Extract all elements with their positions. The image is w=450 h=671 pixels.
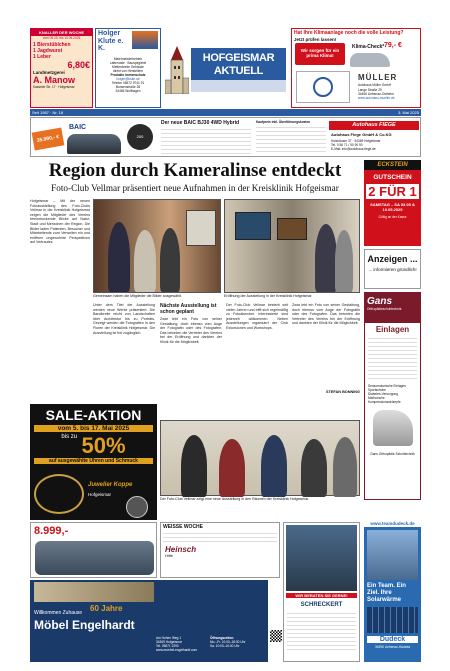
car-ad-circle: 200 xyxy=(127,124,153,150)
furniture-addr-1: Am Hohen Weg 1 xyxy=(156,636,182,640)
furniture-ad[interactable] xyxy=(30,580,268,662)
aircon-ad[interactable] xyxy=(291,28,421,108)
furniture-welcome: Willkommen Zuhause xyxy=(34,610,83,616)
gans-item-2: Sportschuhe xyxy=(368,388,386,392)
watch-image xyxy=(126,496,148,518)
sale-place: Hofgeismar xyxy=(88,492,112,497)
car-ad-image xyxy=(67,134,121,154)
article-col-6: Zwar lebt ein Foto von seiner Gestaltung, doch ebenso vom Auge der Fotografin oder des Fotografen. Das betonten die Vertreter des Vereins bei der Eröffnung und dankten der Klinik für die Möglichkeit. xyxy=(292,303,360,326)
gans-header xyxy=(365,293,420,323)
sale-shop: Juwelier Koppe xyxy=(88,482,133,488)
car-ad-specs xyxy=(256,125,326,155)
aircon-addr-1: Lange Straße 29 xyxy=(358,88,382,92)
dudeck-company: Dudeck xyxy=(367,636,418,643)
car-ad-model: Der neue BAIC BJ30 4WD Hybrid xyxy=(161,120,240,126)
butcher-ad[interactable] xyxy=(30,28,93,108)
anzeigen-sub: ... informieren gründlich! xyxy=(368,267,417,272)
issue-right: 3. Mai 2025 xyxy=(398,110,419,115)
gans-item-3: Diabetes-Versorgung xyxy=(368,392,398,396)
gutschein-brand: ECKSTEIN xyxy=(364,160,421,170)
painter-line-4: direkt von Herstellern xyxy=(112,68,144,73)
gans-sub: Orthopädieschuhtechnik xyxy=(367,307,402,311)
painter-line-7: Telefon 05672 9741 91 xyxy=(111,80,145,85)
article-headline: Region durch Kameralinse entdeckt xyxy=(48,160,342,181)
qr-code[interactable] xyxy=(270,630,282,642)
butcher-ad-shop: Landmetzgerei xyxy=(33,70,65,75)
gans-item-5: Kompressionsstrümpfe xyxy=(368,400,401,404)
aircon-offer: Klima-Check* xyxy=(352,44,385,50)
sale-title: SALE-AKTION xyxy=(45,407,142,423)
car-icon xyxy=(350,53,390,67)
jewelry-image xyxy=(34,474,84,514)
painter-line-6: holger@klute.de xyxy=(116,76,140,81)
aircon-badge: Wir sorgen für ein prima Klima! xyxy=(295,43,345,65)
price-ad-value: 8.999,- xyxy=(34,525,69,537)
masthead-underline xyxy=(191,80,286,92)
car-ad-text xyxy=(161,127,251,155)
price-ad[interactable] xyxy=(30,522,157,578)
issue-bar xyxy=(30,109,421,116)
dealer-logo xyxy=(296,71,350,103)
car-ad-addr-3: E-Mail: info@autohaus-fiege.de xyxy=(331,147,376,151)
car-ad-addr-2: Tel. 0 56 71 / 50 90 90 xyxy=(331,143,363,147)
painter-line-5: Produkte Immenschutz xyxy=(110,72,146,77)
painter-ad-name: Holger Klute e. K. xyxy=(98,30,124,52)
painter-line-1: Malermeisterbetrieb xyxy=(113,56,143,61)
furniture-name: Möbel Engelhardt xyxy=(34,618,135,632)
furniture-room xyxy=(34,582,154,602)
aircon-headline: Hat Ihre Klimaanlage noch die volle Leistung? xyxy=(294,30,404,36)
club-photo-caption: Der Foto-Club Vellmar zeigt eine neue Ausstellung in den Räumen der Kreisklinik Hofgeismar. xyxy=(160,497,310,501)
sofa-image xyxy=(35,541,154,575)
article-col-3: Zwar lebt ein Foto von seiner Gestaltung, doch ebenso vom Auge der Fotografin oder des Fotografen. Das betonten die Vertreter des Vereins bei der Eröffnung und dankten der Klinik für die Möglichkeit. xyxy=(160,317,222,344)
issue-left: Seit 1987 · Nr. 18 xyxy=(32,110,64,115)
sale-line: auf ausgewählte Uhren und Schmuck xyxy=(34,458,153,464)
aircon-price: 79,- € xyxy=(384,42,402,49)
aircon-dealer: MÜLLER xyxy=(358,73,398,82)
sale-prefix: bis zu xyxy=(61,434,78,440)
dudeck-slogan: Ein Team. Ein Ziel. Ihre Solarwärme xyxy=(367,583,406,603)
photo-2-caption: Eröffnung der Ausstellung in der Kreisklinik Hofgeismar. xyxy=(224,294,313,298)
dudeck-addr: 34396 Liebenau-Haueda xyxy=(374,645,411,649)
butcher-ad-price: 6,80€ xyxy=(67,60,90,70)
masthead-title-block xyxy=(163,28,288,108)
butcher-ad-top: KNALLER DER WOCHE xyxy=(31,29,92,36)
gutschein-ad[interactable] xyxy=(364,160,421,246)
club-photo xyxy=(160,420,360,496)
furniture-years: 60 Jahre xyxy=(90,604,123,613)
weisse-text xyxy=(163,531,277,545)
car-ad[interactable] xyxy=(30,117,421,157)
worker-photo xyxy=(286,525,357,591)
dudeck-url: www.teamdudeck.de xyxy=(364,520,421,527)
schreckert-ad[interactable] xyxy=(283,522,360,662)
exhibition-photo-2 xyxy=(224,199,360,293)
article-col-4: Der Foto-Club Vellmar besteht seit vielen Jahren und trifft sich regelmäßig zu Fotoabenden. Interessierte sind jederzeit willkommen. Neben Ausstellungen organisiert der Club Exkursionen und Workshops. xyxy=(226,303,288,330)
gans-item-4: Maßschuhe xyxy=(368,396,385,400)
painter-line-8: Bunsenstraße 28 xyxy=(115,84,141,89)
schreckert-brand: SCHRECKERT xyxy=(300,602,343,608)
painter-line-2: Lattenoste · Bauspeglerei xyxy=(109,60,147,65)
gutschein-dates: SAMSTAG – SA 03.05 & 10.05.2025 xyxy=(370,202,415,212)
gans-brand: Gans xyxy=(367,296,393,307)
butcher-ad-brand: A. Manow xyxy=(33,75,75,85)
car-ad-specs-title: Kaufpreis inkl. Überführungskosten xyxy=(256,120,311,124)
furniture-hours-1: Öffnungszeiten: xyxy=(210,636,235,640)
weisse-brand: Heinsch xyxy=(165,545,197,554)
masthead-title: HOFGEISMAR AKTUELL xyxy=(191,48,286,82)
butcher-ad-item-2: 1 Jagdwurst xyxy=(33,48,63,54)
gans-text xyxy=(368,336,417,382)
article-author: STEFAN BÖNNING xyxy=(326,390,360,394)
aircon-addr-3: www.autohaus-mueller.de xyxy=(358,96,395,100)
schreckert-sub: WIR BERATEN SIE GERNE! xyxy=(286,593,357,598)
weisse-title: WEISSE WOCHE xyxy=(163,524,204,530)
butcher-ad-addr: Kasseler Str. 17 · Hofgeismar xyxy=(33,85,75,89)
aircon-sub: Jetzt prüfen lassen! xyxy=(294,37,337,42)
gutschein-note: Gültig an der Kasse xyxy=(378,215,407,219)
aircon-dealer-sub: Autohaus Müller GmbH xyxy=(358,83,392,87)
article-subheadline: Foto-Club Vellmar präsentiert neue Aufnahmen in der Kreisklinik Hofgeismar xyxy=(51,183,339,193)
town-illustration xyxy=(165,46,189,94)
painter-line-9: 34466 Wolfhagen xyxy=(115,88,141,93)
team-photo xyxy=(367,530,418,580)
butcher-ad-date: vom 05.05. bis 10.05.2025 xyxy=(42,36,81,40)
subhead-next: Nächste Ausstellung ist schon geplant xyxy=(160,303,217,315)
car-ad-dealer-line: Autohaus Fiege GmbH & Co.KG xyxy=(331,132,392,137)
sale-pct: 50% xyxy=(81,433,126,458)
shoe-image xyxy=(373,410,413,446)
painter-line-3: Mettenbrede Gebäude xyxy=(112,64,144,69)
gans-item-1: Sensomotorische Einlagen xyxy=(368,384,406,388)
dudeck-ad[interactable] xyxy=(364,520,421,662)
anzeigen-title: Anzeigen ... xyxy=(367,254,418,264)
exhibition-photo-1 xyxy=(93,199,221,293)
car-ad-badge: 35.990,- € xyxy=(32,128,65,151)
painter-logo xyxy=(132,31,158,49)
car-ad-brand: BAIC xyxy=(69,124,87,131)
sale-dates: vom 5. bis 17. Mai 2025 xyxy=(34,425,153,432)
furniture-addr-2: 34369 Hofgeismar xyxy=(156,640,183,644)
furniture-addr-4: www.moebel-engelhardt.com xyxy=(156,648,198,652)
furniture-hours-2: Mo.–Fr. 10:00–18:30 Uhr xyxy=(210,640,246,644)
anzeigen-ad[interactable] xyxy=(364,249,421,289)
car-ad-dealer: Autohaus FIEGE xyxy=(329,121,419,130)
article-col-1: Hofgeismar – Mit der neuen Fotoausstellung des Foto-Clubs Vellmar in der Kreisklinik Hofgeismar zeigen die Mitglieder des Vereins beeindruckende Blicke auf Natur, Stadt und Menschen der Region. Die Bilder laden Patienten, Besucher und Mitarbeitende zum Verweilen ein und eröffnen ungewohnte Perspektiven auf Vertrautes. xyxy=(30,199,90,245)
butcher-ad-item-3: 1 Leber xyxy=(33,54,51,60)
article-col-2: Unter dem Titel der Ausstellung werden neue Werke präsentiert. Die Bandbreite reicht von Landschaften über Architektur bis zu Porträts. Gezeigt werden die Fotografien in den Fluren der Kreisklinik Hofgeismar. Die Ausstellung ist frei zugänglich. xyxy=(93,303,155,335)
photo-1-caption: Gemeinsam haben die Mitglieder die Bilder ausgewählt. xyxy=(93,294,182,298)
gutschein-title: GUTSCHEIN xyxy=(373,174,412,181)
weisse-woche-ad[interactable] xyxy=(160,522,280,578)
schreckert-text xyxy=(287,611,356,651)
gans-title: Einlagen xyxy=(375,325,410,334)
gans-ad[interactable] xyxy=(364,292,421,500)
car-ad-addr-1: Holzhäuser 37 · 34369 Hofgeismar xyxy=(331,139,381,143)
furniture-hours-3: Sa. 10:00–16:00 Uhr xyxy=(210,644,240,648)
aircon-addr-2: 34466 Liebenau-Ostheim xyxy=(358,92,394,96)
furniture-addr-3: Tel. 05671 2290 xyxy=(156,644,179,648)
gutschein-big: 2 FÜR 1 xyxy=(366,184,419,199)
solar-image xyxy=(367,607,418,633)
butcher-ad-item-1: 1 Bierstüblchen xyxy=(33,42,71,48)
gans-addr: Gans Orthopädie-Schuhtechnik xyxy=(370,452,415,456)
weisse-sub: Hilfe xyxy=(165,553,174,558)
sale-ad[interactable] xyxy=(30,404,157,520)
painter-ad[interactable] xyxy=(95,28,161,108)
